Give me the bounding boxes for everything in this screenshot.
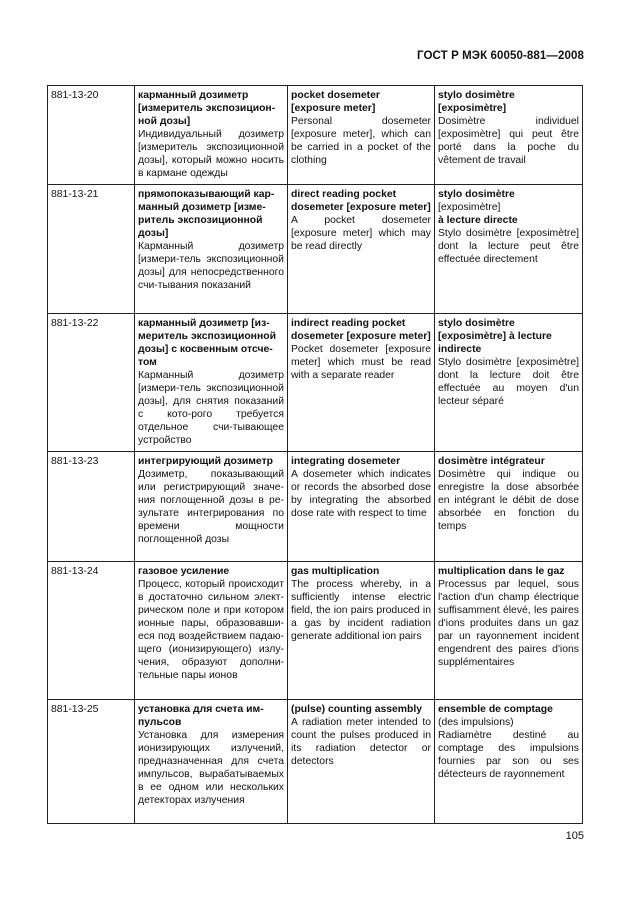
- russian-definition: Карманный дозиметр [измери-тель экспозиционной дозы], для снятия показаний с кото-рого требуется отдельное счи-тывающее устройство: [138, 370, 284, 446]
- table-row: [48, 86, 583, 185]
- french-term: stylo dosimètre [exposimètre] à lecture indirecte: [438, 318, 552, 355]
- table-row: [48, 700, 583, 824]
- english-cell: [288, 562, 435, 700]
- term-code: 881-13-24: [48, 562, 135, 700]
- english-definition: A radiation meter intended to count the pulses produced in its radiation detector or detectors: [291, 717, 431, 767]
- english-cell: [288, 314, 435, 452]
- page-number: 105: [565, 830, 584, 842]
- french-term-note: [exposimètre]: [438, 202, 501, 213]
- russian-cell: [135, 185, 288, 314]
- english-definition: Pocket dosemeter [exposure meter] which must be read with a separate reader: [291, 344, 431, 381]
- french-definition: Processus par lequel, sous l'action d'un champ électrique suffisamment élevé, les paires d'ions produites dans un gaz par un rayonnement incident engendrent des paires d'ions supplémentaires: [438, 579, 579, 668]
- russian-cell: [135, 700, 288, 824]
- french-definition: Stylo dosimètre [exposimètre] dont la lecture doit être effectuée au moyen d'un lecteur séparé: [438, 357, 579, 407]
- english-term: (pulse) counting assembly: [291, 704, 423, 715]
- russian-cell: [135, 86, 288, 185]
- french-term: stylo dosimètre [exposimètre]: [438, 90, 515, 114]
- document-header: ГОСТ Р МЭК 60050-881—2008: [417, 50, 584, 62]
- term-code: 881-13-23: [48, 452, 135, 562]
- english-definition: Personal dosemeter [exposure meter], which can be carried in a pocket of the clothing: [291, 116, 431, 166]
- table-row: [48, 185, 583, 314]
- table-row: [48, 562, 583, 700]
- english-term: indirect reading pocket dosemeter [exposure meter]: [291, 318, 431, 342]
- terms-table: [47, 85, 583, 824]
- table-row: [48, 452, 583, 562]
- russian-definition: Дозиметр, показывающий или регистрирующий значе-ния поглощенной дозы в ре-зультате интегрирования по времени мощности поглощенной дозы: [138, 469, 284, 545]
- russian-definition: Процесс, который происходит в достаточно сильном элект-рическом поле и при котором ионные пары, образовавши-еся под воздействием падаю-щего (ионизирующего) излу-чения, образуют дополни-тельные пары ионов: [138, 579, 284, 681]
- term-code: 881-13-22: [48, 314, 135, 452]
- french-definition: Dosimètre individuel [exposimètre] qui peut être porté dans la poche du vêtement de travail: [438, 116, 579, 166]
- russian-term: газовое усиление: [138, 566, 230, 577]
- english-cell: [288, 452, 435, 562]
- french-definition: Radiamètre destiné au comptage des impulsions fournies par son ou ses détecteurs de rayonnement: [438, 730, 579, 780]
- french-term: stylo dosimètre: [438, 189, 515, 200]
- term-code: 881-13-21: [48, 185, 135, 314]
- russian-cell: [135, 314, 288, 452]
- russian-cell: [135, 562, 288, 700]
- term-code: 881-13-20: [48, 86, 135, 185]
- english-definition: A dosemeter which indicates or records the absorbed dose by integrating the absorbed dose rate with respect to time: [291, 469, 431, 519]
- french-cell: [435, 700, 583, 824]
- french-definition: Dosimètre qui indique ou enregistre la dose absorbée en intégrant le débit de dose absorbée en fonction du temps: [438, 469, 579, 532]
- english-term: integrating dosemeter: [291, 456, 401, 467]
- french-cell: [435, 314, 583, 452]
- english-definition: A pocket dosemeter [exposure meter] which may be read directly: [291, 215, 431, 252]
- french-cell: [435, 452, 583, 562]
- french-cell: [435, 86, 583, 185]
- russian-term: интегрирующий дозиметр: [138, 456, 274, 467]
- russian-definition: Установка для измерения ионизирующих излучений, предназначенная для счета импульсов, вырабатываемых в ее одном или нескольких детекторах излучения: [138, 730, 284, 806]
- russian-term: прямопоказывающий кар-манный дозиметр [изме-ритель экспозиционной дозы]: [138, 189, 275, 239]
- french-term: ensemble de comptage: [438, 704, 553, 715]
- french-cell: [435, 185, 583, 314]
- french-term: dosimètre intégrateur: [438, 456, 545, 467]
- french-cell: [435, 562, 583, 700]
- french-term-continued: à lecture directe: [438, 215, 518, 226]
- russian-definition: Индивидуальный дозиметр [измеритель экспозиционной дозы], который можно носить в кармане одежды: [138, 129, 284, 179]
- english-term: gas multiplication: [291, 566, 380, 577]
- english-definition: The process whereby, in a sufficiently intense electric field, the ion pairs produced in a gas by incident radiation generate additional ion pairs: [291, 579, 431, 642]
- russian-definition: Карманный дозиметр [измери-тель экспозиционной дозы] для непосредственного счи-тывания показаний: [138, 241, 284, 291]
- english-term: pocket dosemeter [exposure meter]: [291, 90, 380, 114]
- french-term: multiplication dans le gaz: [438, 566, 565, 577]
- russian-term: карманный дозиметр [измеритель экспозицион-ной дозы]: [138, 90, 276, 127]
- table-row: [48, 314, 583, 452]
- french-term-note: (des impulsions): [438, 717, 514, 728]
- russian-cell: [135, 452, 288, 562]
- english-cell: [288, 86, 435, 185]
- english-cell: [288, 700, 435, 824]
- english-term: direct reading pocket dosemeter [exposure meter]: [291, 189, 431, 213]
- russian-term: карманный дозиметр [из-меритель экспозиционной дозы] с косвенным отсче-том: [138, 318, 276, 368]
- english-cell: [288, 185, 435, 314]
- term-code: 881-13-25: [48, 700, 135, 824]
- french-definition: Stylo dosimètre [exposimètre] dont la lecture peut être effectuée directement: [438, 228, 579, 265]
- russian-term: установка для счета им-пульсов: [138, 704, 264, 728]
